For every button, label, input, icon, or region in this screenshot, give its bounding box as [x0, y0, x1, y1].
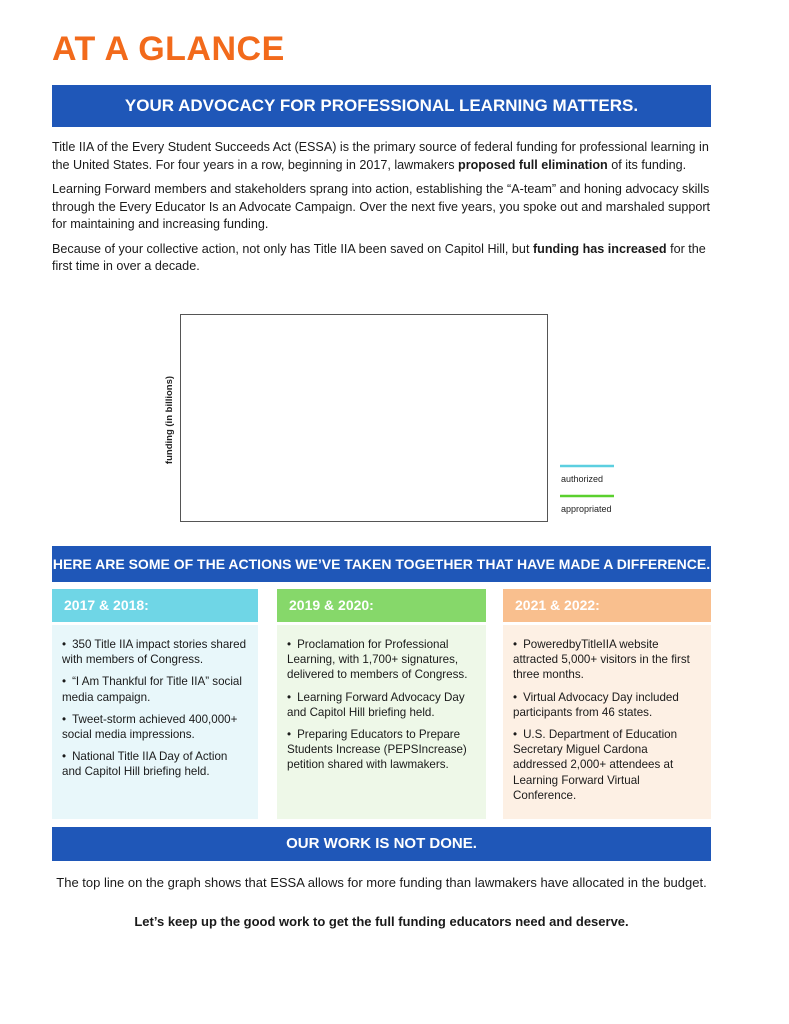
- list-item: • U.S. Department of Education Secretary Miguel Cardona addressed 2,000+ attendees at Learning Forward Virtual Conference.: [513, 727, 701, 803]
- y-axis-label: funding (in billions): [164, 375, 175, 465]
- chart-frame: [180, 314, 548, 522]
- column-body-2017-2018: [52, 625, 258, 819]
- column-body-2021-2022: [503, 625, 711, 819]
- legend-label: authorized: [561, 474, 604, 484]
- legend-label: appropriated: [561, 504, 612, 514]
- advocacy-banner: YOUR ADVOCACY FOR PROFESSIONAL LEARNING MATTERS.: [52, 85, 711, 127]
- list-item: • Proclamation for Professional Learning, with 1,700+ signatures, delivered to members of Congress.: [287, 637, 476, 683]
- list-item: • National Title IIA Day of Action and Capitol Hill briefing held.: [62, 749, 248, 779]
- action-list: [62, 637, 248, 780]
- intro-paragraph-2: Learning Forward members and stakeholders sprang into action, establishing the “A-team” and honing advocacy skills through the Every Educator Is an Advocate Campaign. Over the next five years, you spoke out and marshaled support for maintaining and increasing funding.: [52, 182, 711, 231]
- list-item: • Preparing Educators to Prepare Students Increase (PEPSIncrease) petition shared with lawmakers.: [287, 727, 476, 773]
- action-list: [287, 637, 476, 773]
- list-item: • 350 Title IIA impact stories shared with members of Congress.: [62, 637, 248, 667]
- page-title: AT A GLANCE: [52, 30, 285, 68]
- list-item: • “I Am Thankful for Title IIA” social media campaign.: [62, 674, 248, 704]
- footer-call-to-action: Let’s keep up the good work to get the full funding educators need and deserve.: [134, 914, 629, 929]
- column-body-2019-2020: [277, 625, 486, 819]
- action-list: [513, 637, 701, 803]
- list-item: • Tweet-storm achieved 400,000+ social media impressions.: [62, 712, 248, 742]
- intro-text: [52, 139, 716, 283]
- intro-paragraph-1: Title IIA of the Every Student Succeeds Act (ESSA) is the primary source of federal funding for professional learning in the United States. For four years in a row, beginning in 2017, lawmakers proposed full elimination of its funding.: [52, 140, 709, 172]
- column-heading-2019-2020: 2019 & 2020:: [277, 589, 486, 622]
- list-item: • Learning Forward Advocacy Day and Capitol Hill briefing held.: [287, 690, 476, 720]
- work-not-done-banner: OUR WORK IS NOT DONE.: [52, 827, 711, 861]
- intro-paragraph-3: Because of your collective action, not only has Title IIA been saved on Capitol Hill, but funding has increased for the first time in over a decade.: [52, 241, 706, 273]
- footer-text: The top line on the graph shows that ESSA allows for more funding than lawmakers have allocated in the budget.: [56, 875, 707, 890]
- list-item: • Virtual Advocacy Day included participants from 46 states.: [513, 690, 701, 720]
- list-item: • PoweredbyTitleIIA website attracted 5,000+ visitors in the first three months.: [513, 637, 701, 683]
- column-heading-2021-2022: 2021 & 2022:: [503, 589, 711, 622]
- actions-banner: HERE ARE SOME OF THE ACTIONS WE’VE TAKEN TOGETHER THAT HAVE MADE A DIFFERENCE.: [52, 546, 711, 582]
- column-heading-2017-2018: 2017 & 2018:: [52, 589, 258, 622]
